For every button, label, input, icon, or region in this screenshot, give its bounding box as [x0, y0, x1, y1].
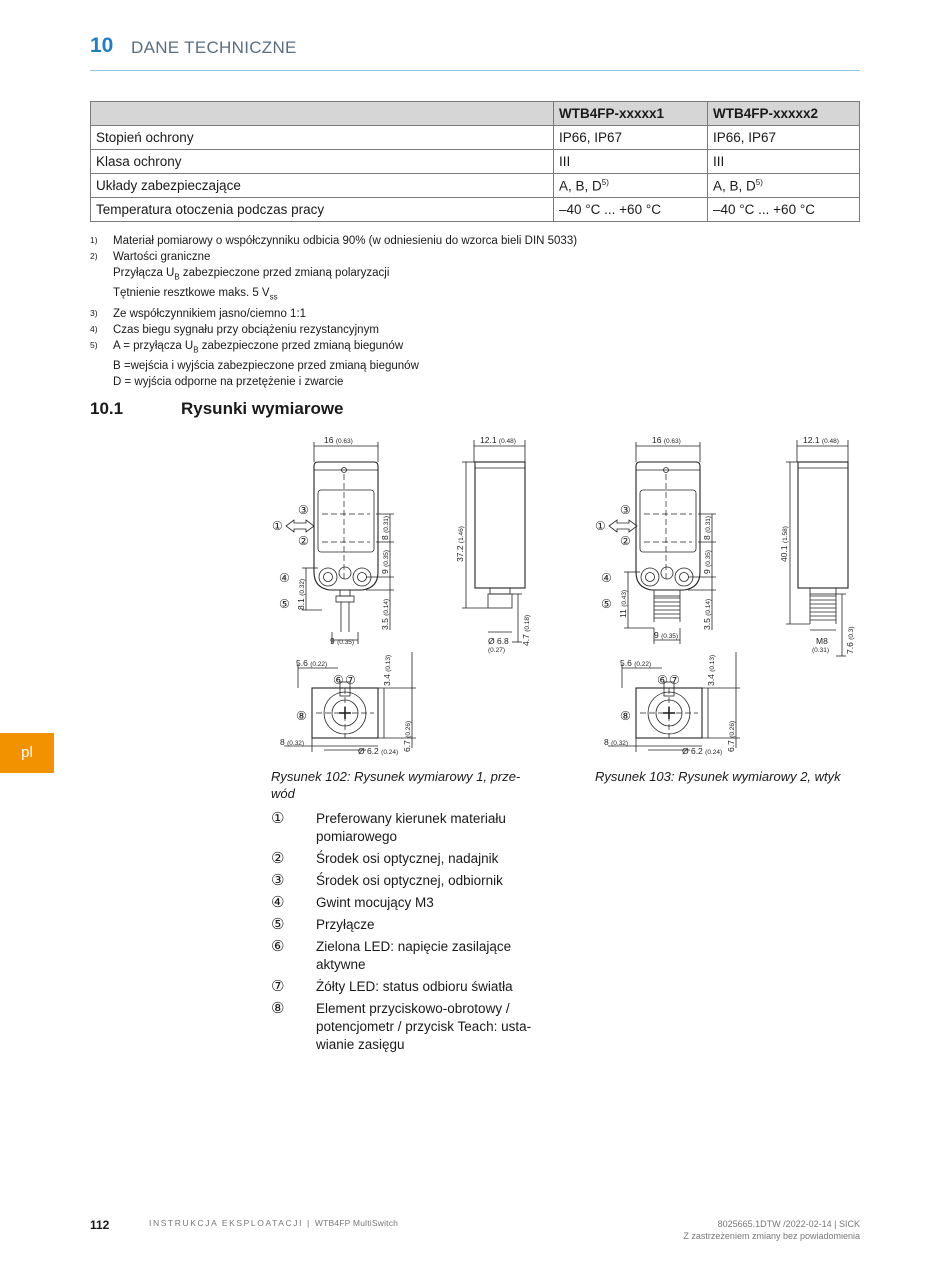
callout-6: ⑥ — [333, 673, 344, 687]
dim-label: (0.26) — [729, 720, 736, 738]
legend-text: Środek osi optycznej, nadajnik — [316, 851, 499, 866]
footnotes — [90, 233, 577, 390]
dim-label: 6.7 — [726, 740, 736, 752]
callout-8: ⑧ — [620, 709, 631, 723]
svg-text:3.5 (0.14) — [380, 599, 390, 630]
svg-text:8 (0.32) — [604, 737, 628, 747]
dim-label: (0.32) — [287, 740, 305, 747]
list-item — [271, 1000, 546, 1054]
svg-text:37.2 (1.46) — [455, 526, 465, 562]
table-cell — [708, 174, 860, 198]
dimension-drawing-2 — [590, 432, 862, 760]
callout-7: ⑦ — [345, 673, 356, 687]
table-header-cell: WTB4FP-xxxxx1 — [554, 102, 708, 126]
table-cell: III — [708, 150, 860, 174]
legend-text: Przyłącze — [316, 917, 375, 932]
dim-label: Ø 6.8 — [488, 636, 509, 646]
dimension-drawing-1 — [266, 432, 536, 760]
legend-number: ① — [271, 810, 285, 827]
dim-label: (1.46) — [458, 526, 465, 544]
dim-label: (0.22) — [634, 661, 652, 668]
legend-text: Żółty LED: status odbioru światła — [316, 979, 513, 994]
dim-label: (0.24) — [381, 749, 399, 756]
dim-label: (1.58) — [782, 526, 789, 544]
list-item — [271, 916, 546, 934]
footnote-marker: 3) — [90, 307, 98, 318]
footnote — [90, 338, 577, 390]
legend-text: Element przyciskowo-obrotowy / — [316, 1001, 510, 1016]
callout-1: ① — [595, 519, 606, 533]
product-name: WTB4FP MultiSwitch — [314, 1218, 399, 1228]
caption-line: wód — [271, 786, 295, 801]
dim-label: 8 — [702, 535, 712, 540]
dim-label: (0.63) — [663, 438, 681, 445]
dim-label: 5.6 — [296, 658, 308, 668]
doc-id: 8025665.1DTW /2022-02-14 | SICK — [717, 1219, 860, 1229]
dim-label: (0.31) — [705, 515, 712, 533]
svg-text:3.4 (0.13) — [706, 655, 716, 686]
dim-label: 11 — [618, 609, 628, 618]
language-tab: pl — [0, 733, 54, 773]
table-row — [91, 198, 860, 222]
footer-info — [683, 1218, 860, 1242]
footnote-ref: 5) — [601, 177, 609, 187]
legend-text: potencjometr / przycisk Teach: usta- — [316, 1019, 532, 1034]
callout-2: ② — [298, 534, 309, 548]
footnote-text: Tętnienie resztkowe maks. 5 $V_{ss}$ — [113, 287, 278, 302]
dim-label: 9 — [702, 569, 712, 574]
dim-label: (0.48) — [498, 438, 516, 445]
footnote — [90, 322, 577, 338]
svg-text:16 (0.63) — [652, 435, 681, 445]
dim-label: Ø 6.2 — [682, 746, 703, 756]
legend-number: ④ — [271, 894, 285, 911]
dim-label: (0.48) — [821, 438, 839, 445]
footnote-marker: 2) — [90, 251, 98, 261]
dim-label: 9 — [380, 569, 390, 574]
svg-text:8.1 (0.32) — [296, 579, 306, 610]
table-cell: Klasa ochrony — [91, 150, 554, 174]
svg-text:8 (0.31) — [702, 516, 712, 540]
dim-label: (0.35) — [705, 549, 712, 567]
callout-5: ⑤ — [279, 597, 290, 611]
dim-label: (0.31) — [383, 515, 390, 533]
dim-label: 40.1 — [779, 545, 789, 562]
footnote-text: D = wyjścia odporne na przetężenie i zwarcie — [113, 375, 344, 388]
callout-2: ② — [620, 534, 631, 548]
section-number: 10.1 — [90, 399, 124, 418]
dim-label: 9 — [654, 630, 659, 640]
dim-label: 8 — [604, 737, 609, 747]
list-item — [271, 978, 546, 996]
section-title: Rysunki wymiarowe — [181, 399, 344, 418]
footnote-text: B =wejścia i wyjścia zabezpieczone przed zmianą biegunów — [113, 359, 419, 372]
legend-number: ③ — [271, 872, 285, 889]
dim-label: 8 — [380, 535, 390, 540]
svg-text:9 (0.35) — [380, 550, 390, 574]
footnote-marker: 5) — [90, 339, 98, 350]
dim-label: Ø 6.2 — [358, 746, 379, 756]
table-row — [91, 150, 860, 174]
chapter-title: DANE TECHNICZNE — [131, 38, 297, 57]
list-item — [271, 894, 546, 912]
dim-label: 3.4 — [706, 674, 716, 686]
dim-label: 7.6 — [845, 642, 855, 654]
chapter-header — [90, 32, 860, 71]
legend-number: ② — [271, 850, 285, 867]
dim-label: 6.7 — [402, 740, 412, 752]
svg-text:Ø 6.2 (0.24) — [682, 746, 722, 756]
cell-value: A, B, D — [559, 178, 602, 194]
svg-text:4.7 (0.18) — [521, 615, 531, 646]
dim-label: (0.35) — [661, 633, 679, 640]
legend-text: aktywne — [316, 957, 366, 972]
list-item — [271, 938, 546, 974]
spec-table — [90, 101, 860, 222]
dim-label: 3.4 — [382, 674, 392, 686]
footnote-marker: 4) — [90, 323, 98, 334]
table-cell: Temperatura otoczenia podczas pracy — [91, 198, 554, 222]
legend-text: Zielona LED: napięcie zasilające — [316, 939, 512, 954]
footer-doc-title — [149, 1218, 398, 1228]
footnote-text: Czas biegu sygnału przy obciążeniu rezystancyjnym — [113, 323, 379, 336]
table-cell: IP66, IP67 — [708, 126, 860, 150]
legend-text: Preferowany kierunek materiału — [316, 811, 506, 826]
callout-8: ⑧ — [296, 709, 307, 723]
footnote-text: Wartości graniczne — [113, 251, 211, 263]
figure-caption-2: Rysunek 103: Rysunek wymiarowy 2, wtyk — [595, 769, 841, 784]
doc-title: INSTRUKCJA EKSPLOATACJI | — [149, 1218, 311, 1228]
callout-3: ③ — [298, 503, 309, 517]
dim-label: 5.6 — [620, 658, 632, 668]
dim-label: 9 — [330, 636, 335, 646]
footnote-marker: 1) — [90, 235, 98, 245]
dim-label: 8 — [280, 737, 285, 747]
dim-label: 4.7 — [521, 634, 531, 646]
dim-label: 8.1 — [296, 598, 306, 610]
legend-text: wianie zasięgu — [316, 1037, 405, 1052]
dim-label: (0.35) — [337, 639, 355, 646]
page-number: 112 — [90, 1218, 110, 1232]
dim-label: (0.27) — [488, 647, 505, 654]
table-cell — [554, 174, 708, 198]
legend-number: ⑦ — [271, 978, 285, 995]
dim-label: M8 — [816, 636, 828, 646]
svg-text:12.1 (0.48) — [480, 435, 516, 445]
dim-label: (0.13) — [385, 654, 392, 672]
cell-value: A, B, D — [713, 178, 756, 194]
svg-text:Ø 6.2 (0.24) — [358, 746, 398, 756]
table-row — [91, 126, 860, 150]
svg-text:8 (0.32) — [280, 737, 304, 747]
callout-7: ⑦ — [669, 673, 680, 687]
svg-text:6.7 (0.26) — [726, 721, 736, 752]
legend-text: Gwint mocujący M3 — [316, 895, 434, 910]
table-header-cell: WTB4FP-xxxxx2 — [708, 102, 860, 126]
caption-line: Rysunek 102: Rysunek wymiarowy 1, prze- — [271, 769, 521, 784]
svg-text:7.6 (0.3) — [845, 626, 855, 654]
svg-text:6.7 (0.26) — [402, 721, 412, 752]
dim-label: 16 — [324, 435, 334, 445]
dim-label: 16 — [652, 435, 662, 445]
svg-text:9 (0.35) — [654, 630, 678, 640]
table-header-cell — [91, 102, 554, 126]
legend-text: Środek osi optycznej, odbiornik — [316, 873, 503, 888]
footnote-text: Ze współczynnikiem jasno/ciemno 1:1 — [113, 307, 307, 320]
legend-number: ⑧ — [271, 1000, 285, 1017]
list-item — [271, 872, 546, 890]
svg-text:5.6 (0.22) — [296, 658, 327, 668]
footnote — [90, 233, 577, 249]
callout-4: ④ — [279, 571, 290, 585]
dim-label: 12.1 — [480, 435, 497, 445]
dim-label: 3.5 — [380, 618, 390, 630]
dim-label: 3.5 — [702, 618, 712, 630]
footnote — [90, 306, 577, 322]
table-cell: IP66, IP67 — [554, 126, 708, 150]
footnote — [90, 249, 577, 306]
dim-label: (0.32) — [299, 578, 306, 596]
legend-list — [271, 810, 546, 1058]
footnote-text: Materiał pomiarowy o współczynniku odbicia 90% (w odniesieniu do wzorca bieli DIN 5033) — [113, 235, 578, 247]
table-header-row — [91, 102, 860, 126]
disclaimer: Z zastrzeżeniem zmiany bez powiadomienia — [683, 1231, 860, 1241]
table-cell: –40 °C ... +60 °C — [554, 198, 708, 222]
callout-3: ③ — [620, 503, 631, 517]
table-cell: Stopień ochrony — [91, 126, 554, 150]
figure-caption-1 — [271, 768, 546, 802]
svg-text:16 (0.63) — [324, 435, 353, 445]
svg-text:40.1 (1.58) — [779, 526, 789, 562]
chapter-number: 10 — [90, 34, 114, 57]
svg-text:8 (0.31) — [380, 516, 390, 540]
svg-text:9 (0.35) — [330, 636, 354, 646]
dim-label: 12.1 — [803, 435, 820, 445]
dim-label: (0.3) — [848, 626, 855, 640]
dim-label: (0.13) — [709, 654, 716, 672]
dim-label: (0.14) — [705, 598, 712, 616]
dim-label: (0.43) — [621, 589, 628, 607]
legend-number: ⑥ — [271, 938, 285, 955]
footnote-text: Przyłącza $U_B$ zabezpieczone przed zmianą polaryzacji — [113, 267, 390, 282]
dim-label: (0.63) — [335, 438, 353, 445]
dim-label: (0.22) — [310, 661, 328, 668]
dim-label: (0.14) — [383, 598, 390, 616]
dim-label: (0.26) — [405, 720, 412, 738]
dim-label: (0.32) — [611, 740, 629, 747]
table-cell: Układy zabezpieczające — [91, 174, 554, 198]
table-cell: III — [554, 150, 708, 174]
dim-label: 37.2 — [455, 545, 465, 562]
table-row — [91, 174, 860, 198]
callout-1: ① — [272, 519, 283, 533]
dim-label: (0.18) — [524, 614, 531, 632]
svg-text:3.5 (0.14) — [702, 599, 712, 630]
footnote-ref: 5) — [755, 177, 763, 187]
dim-label: (0.31) — [812, 647, 829, 654]
callout-6: ⑥ — [657, 673, 668, 687]
footnote-text: A = przyłącza $U_B$ zabezpieczone przed zmianą biegunów — [113, 339, 404, 354]
table-cell: –40 °C ... +60 °C — [708, 198, 860, 222]
svg-text:9 (0.35) — [702, 550, 712, 574]
legend-text: pomiarowego — [316, 829, 398, 844]
callout-5: ⑤ — [601, 597, 612, 611]
dim-label: (0.35) — [383, 549, 390, 567]
svg-text:11 (0.43) — [618, 590, 628, 618]
list-item — [271, 810, 546, 846]
dim-label: (0.24) — [705, 749, 723, 756]
svg-text:12.1 (0.48) — [803, 435, 839, 445]
svg-text:5.6 (0.22) — [620, 658, 651, 668]
svg-text:3.4 (0.13) — [382, 655, 392, 686]
callout-4: ④ — [601, 571, 612, 585]
legend-number: ⑤ — [271, 916, 285, 933]
list-item — [271, 850, 546, 868]
